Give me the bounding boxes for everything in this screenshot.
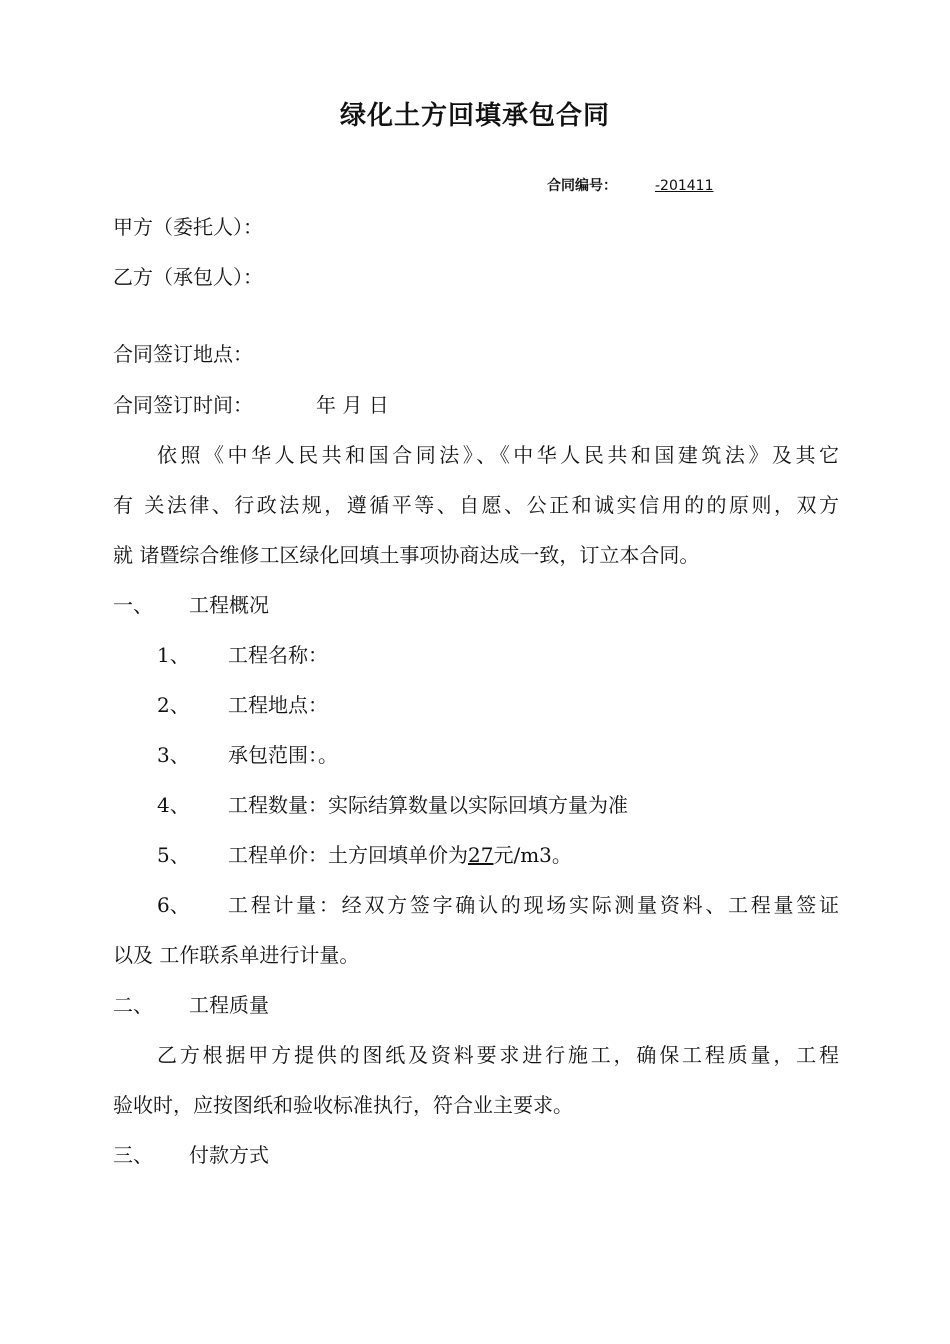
section-1-title: 工程概况 — [189, 593, 269, 617]
item-2-number: 2、 — [157, 693, 190, 717]
item-3-text: 承包范围：。 — [228, 743, 338, 767]
item-5-text — [228, 843, 572, 867]
item-1-number: 1、 — [157, 643, 190, 667]
section-3-title: 付款方式 — [189, 1143, 269, 1167]
preamble-line-3: 就 诸暨综合维修工区绿化回填土事项协商达成一致，订立本合同。 — [113, 543, 700, 567]
item-6-continuation: 以及 工作联系单进行计量。 — [113, 943, 360, 967]
party-b-label: 乙方（承包人）： — [113, 265, 263, 289]
section-2-number: 二、 — [113, 993, 153, 1017]
contract-number-value: -201411 — [655, 178, 714, 194]
section-2-line-2: 验收时，应按图纸和验收标准执行，符合业主要求。 — [113, 1093, 573, 1117]
preamble-line-2: 有 关法律、行政法规，遵循平等、自愿、公正和诚实信用的的原则，双方 — [113, 493, 839, 517]
section-2-line-1: 乙方根据甲方提供的图纸及资料要求进行施工，确保工程质量，工程 — [157, 1043, 839, 1067]
sign-time-label: 合同签订时间： — [113, 393, 253, 417]
item-6-text: 工程计量：经双方签字确认的现场实际测量资料、工程量签证 — [228, 893, 839, 917]
item-2-text: 工程地点： — [228, 693, 328, 717]
preamble-line-1: 依照《中华人民共和国合同法》、《中华人民共和国建筑法》及其它 — [157, 443, 839, 467]
item-5-number: 5、 — [157, 843, 190, 867]
item-6-number: 6、 — [157, 893, 190, 917]
section-3-number: 三、 — [113, 1143, 153, 1167]
section-2-title: 工程质量 — [189, 993, 269, 1017]
sign-place-label: 合同签订地点： — [113, 342, 253, 366]
page-title: 绿化土方回填承包合同 — [339, 101, 610, 131]
contract-number-label: 合同编号： — [547, 178, 617, 194]
sign-time-date: 年 月 日 — [316, 393, 389, 417]
item-1-text: 工程名称： — [228, 643, 328, 667]
party-a-label: 甲方（委托人）： — [113, 215, 263, 239]
item-5-text-pre: 工程单价：土方回填单价为 — [228, 843, 468, 867]
item-4-text: 工程数量：实际结算数量以实际回填方量为准 — [228, 793, 628, 817]
item-5-text-post: 元/m3。 — [493, 843, 572, 867]
section-1-number: 一、 — [113, 593, 153, 617]
item-3-number: 3、 — [157, 743, 190, 767]
item-4-number: 4、 — [157, 793, 190, 817]
unit-price-value: 27 — [468, 843, 494, 867]
